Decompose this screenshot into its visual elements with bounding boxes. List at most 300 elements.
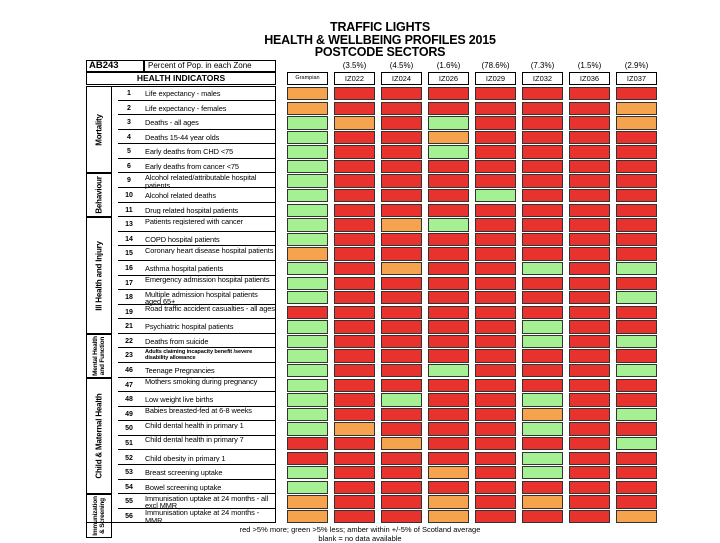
indicator-label: Alcohol related deaths: [145, 192, 275, 200]
traffic-cell: [569, 306, 610, 319]
indicators-header-box: [86, 72, 276, 85]
traffic-cell: [522, 481, 563, 494]
row-number: 16: [118, 265, 140, 272]
traffic-cell: [475, 204, 516, 217]
traffic-cell: [522, 145, 563, 158]
traffic-cell: [381, 495, 422, 508]
traffic-cell: [381, 466, 422, 479]
traffic-cell: [287, 277, 328, 290]
traffic-cell: [334, 422, 375, 435]
traffic-cell: [569, 481, 610, 494]
traffic-cell: [522, 495, 563, 508]
indicator-label: Alcohol related/attributable hospital patients: [145, 174, 275, 189]
traffic-cell: [522, 393, 563, 406]
traffic-cell: [287, 102, 328, 115]
traffic-cell: [569, 277, 610, 290]
indicator-label: Bowel screening uptake: [145, 484, 275, 492]
traffic-cell: [475, 466, 516, 479]
traffic-cell: [428, 262, 469, 275]
traffic-cell: [475, 495, 516, 508]
traffic-cell: [381, 262, 422, 275]
traffic-cell: [428, 349, 469, 362]
traffic-cell: [381, 102, 422, 115]
row-number: 22: [118, 338, 140, 345]
traffic-cell: [522, 189, 563, 202]
traffic-cell: [475, 233, 516, 246]
traffic-cell: [522, 408, 563, 421]
traffic-cell: [428, 218, 469, 231]
traffic-cell: [475, 262, 516, 275]
traffic-cell: [334, 189, 375, 202]
traffic-cell: [475, 277, 516, 290]
traffic-cell: [569, 145, 610, 158]
traffic-cell: [522, 131, 563, 144]
traffic-cell: [287, 452, 328, 465]
indicator-label: Immunisation uptake at 24 months - MMR: [145, 509, 275, 524]
indicator-label: Life expectancy - females: [145, 105, 275, 113]
traffic-cell: [522, 204, 563, 217]
group-label: Mortality: [95, 114, 104, 146]
traffic-cell: [522, 349, 563, 362]
traffic-cell: [287, 247, 328, 260]
traffic-cell: [334, 452, 375, 465]
traffic-cell: [334, 510, 375, 523]
column-percent: (2.9%): [616, 61, 657, 70]
traffic-cell: [475, 116, 516, 129]
traffic-cell: [428, 204, 469, 217]
traffic-cell: [428, 452, 469, 465]
traffic-cell: [475, 349, 516, 362]
traffic-cell: [569, 131, 610, 144]
traffic-cell: [334, 320, 375, 333]
row-number: 5: [118, 148, 140, 155]
traffic-cell: [616, 393, 657, 406]
traffic-cell: [616, 262, 657, 275]
row-number: 3: [118, 119, 140, 126]
column-name: IZ032: [522, 72, 563, 85]
indicator-label: COPD hospital patients: [145, 236, 275, 244]
group-label: Immunization & Screening: [92, 496, 106, 536]
traffic-cell: [569, 364, 610, 377]
traffic-cell: [381, 379, 422, 392]
traffic-cell: [381, 349, 422, 362]
traffic-cell: [381, 218, 422, 231]
row-number: 15: [118, 250, 140, 257]
traffic-cell: [381, 306, 422, 319]
traffic-cell: [475, 160, 516, 173]
traffic-cell: [616, 218, 657, 231]
traffic-cell: [522, 116, 563, 129]
traffic-cell: [334, 379, 375, 392]
traffic-cell: [616, 87, 657, 100]
traffic-cell: [616, 349, 657, 362]
traffic-cell: [428, 408, 469, 421]
traffic-cell: [334, 364, 375, 377]
row-number: 56: [118, 513, 140, 520]
traffic-cell: [428, 174, 469, 187]
traffic-cell: [334, 335, 375, 348]
traffic-cell: [522, 160, 563, 173]
traffic-cell: [522, 320, 563, 333]
traffic-cell: [475, 393, 516, 406]
code-label: AB243: [89, 60, 119, 71]
traffic-cell: [569, 189, 610, 202]
traffic-cell: [616, 116, 657, 129]
traffic-cell: [522, 277, 563, 290]
traffic-cell: [616, 233, 657, 246]
traffic-cell: [475, 189, 516, 202]
row-number: 23: [118, 352, 140, 359]
indicator-label: Deaths from suicide: [145, 338, 275, 346]
traffic-cell: [475, 306, 516, 319]
traffic-cell: [334, 393, 375, 406]
column-percent: (1.6%): [428, 61, 469, 70]
traffic-cell: [569, 247, 610, 260]
traffic-cell: [569, 116, 610, 129]
indicator-label: Emergency admission hospital patients: [145, 276, 275, 284]
traffic-cell: [616, 306, 657, 319]
traffic-cell: [522, 437, 563, 450]
traffic-cell: [522, 335, 563, 348]
traffic-cell: [381, 364, 422, 377]
traffic-cell: [569, 204, 610, 217]
traffic-cell: [428, 145, 469, 158]
row-number: 17: [118, 280, 140, 287]
traffic-cell: [569, 466, 610, 479]
traffic-cell: [475, 408, 516, 421]
indicator-label: Multiple admission hospital patients aged 65+: [145, 291, 275, 306]
row-number: 19: [118, 309, 140, 316]
traffic-cell: [428, 422, 469, 435]
indicator-label: Breast screening uptake: [145, 469, 275, 477]
traffic-cell: [381, 408, 422, 421]
traffic-cell: [569, 218, 610, 231]
traffic-cell: [381, 393, 422, 406]
row-number: 2: [118, 105, 140, 112]
traffic-cell: [428, 87, 469, 100]
indicator-label: Adults claiming incapacity benefit /severe disability allowance: [145, 349, 275, 362]
row-number: 14: [118, 236, 140, 243]
traffic-cell: [569, 320, 610, 333]
traffic-cell: [475, 320, 516, 333]
traffic-cell: [428, 306, 469, 319]
row-number: 47: [118, 382, 140, 389]
traffic-cell: [334, 466, 375, 479]
row-number: 50: [118, 425, 140, 432]
traffic-cell: [569, 335, 610, 348]
traffic-cell: [569, 349, 610, 362]
percent-label-box: [144, 60, 276, 72]
traffic-cell: [334, 160, 375, 173]
traffic-cell: [287, 145, 328, 158]
traffic-cell: [475, 87, 516, 100]
traffic-cell: [569, 408, 610, 421]
traffic-cell: [522, 233, 563, 246]
traffic-cell: [287, 233, 328, 246]
traffic-cell: [569, 102, 610, 115]
traffic-cell: [381, 452, 422, 465]
traffic-cell: [428, 189, 469, 202]
traffic-cell: [616, 466, 657, 479]
traffic-cell: [616, 102, 657, 115]
traffic-cell: [334, 131, 375, 144]
traffic-cell: [428, 437, 469, 450]
row-number: 21: [118, 323, 140, 330]
row-number: 10: [118, 192, 140, 199]
column-percent: (78.6%): [475, 61, 516, 70]
traffic-cell: [381, 277, 422, 290]
column-percent: (7.3%): [522, 61, 563, 70]
traffic-cell: [334, 145, 375, 158]
traffic-cell: [616, 204, 657, 217]
column-percent: (4.5%): [381, 61, 422, 70]
traffic-cell: [428, 160, 469, 173]
traffic-cell: [287, 364, 328, 377]
traffic-cell: [334, 116, 375, 129]
traffic-cell: [428, 247, 469, 260]
column-name: IZ029: [475, 72, 516, 85]
traffic-cell: [381, 131, 422, 144]
indicator-label: Early deaths from cancer <75: [145, 163, 275, 171]
traffic-cell: [381, 204, 422, 217]
traffic-cell: [287, 437, 328, 450]
traffic-cell: [616, 437, 657, 450]
traffic-cell: [287, 116, 328, 129]
traffic-cell: [428, 495, 469, 508]
traffic-cell: [287, 204, 328, 217]
traffic-cell: [287, 495, 328, 508]
traffic-cell: [428, 102, 469, 115]
traffic-cell: [287, 510, 328, 523]
traffic-cell: [569, 174, 610, 187]
traffic-cell: [381, 320, 422, 333]
traffic-cell: [522, 364, 563, 377]
traffic-cell: [569, 393, 610, 406]
row-number: 6: [118, 163, 140, 170]
row-number: 1: [118, 90, 140, 97]
traffic-cell: [475, 422, 516, 435]
column-name: Grampian: [287, 72, 328, 85]
traffic-cell: [522, 87, 563, 100]
legend-line-2: blank = no data available: [0, 535, 720, 543]
traffic-cell: [287, 262, 328, 275]
column-percent: (1.5%): [569, 61, 610, 70]
traffic-cell: [616, 335, 657, 348]
traffic-cell: [428, 291, 469, 304]
traffic-cell: [616, 247, 657, 260]
traffic-cell: [287, 393, 328, 406]
traffic-cell: [522, 262, 563, 275]
column-name: IZ037: [616, 72, 657, 85]
traffic-cell: [287, 408, 328, 421]
traffic-cell: [616, 291, 657, 304]
traffic-cell: [428, 393, 469, 406]
traffic-cell: [616, 320, 657, 333]
indicator-label: Early deaths from CHD <75: [145, 148, 275, 156]
traffic-cell: [381, 116, 422, 129]
traffic-cell: [428, 466, 469, 479]
traffic-cell: [287, 481, 328, 494]
traffic-cell: [569, 160, 610, 173]
traffic-cell: [334, 218, 375, 231]
group-label: Mental Health and Function: [92, 336, 106, 376]
row-number: 46: [118, 367, 140, 374]
traffic-cell: [334, 408, 375, 421]
traffic-cell: [287, 174, 328, 187]
traffic-cell: [569, 233, 610, 246]
traffic-cell: [616, 495, 657, 508]
traffic-cell: [428, 233, 469, 246]
traffic-cell: [475, 145, 516, 158]
indicator-label: Asthma hospital patients: [145, 265, 275, 273]
group-label: Child & Maternal Health: [95, 393, 104, 478]
traffic-cell: [287, 306, 328, 319]
traffic-cell: [334, 102, 375, 115]
traffic-cell: [287, 218, 328, 231]
traffic-cell: [381, 422, 422, 435]
traffic-cell: [522, 306, 563, 319]
traffic-cell: [334, 174, 375, 187]
traffic-cell: [334, 349, 375, 362]
traffic-cell: [522, 247, 563, 260]
traffic-cell: [334, 87, 375, 100]
row-number: 54: [118, 484, 140, 491]
traffic-cell: [428, 131, 469, 144]
indicator-label: Immunisation uptake at 24 months - all excl MMR: [145, 495, 275, 510]
traffic-cell: [381, 189, 422, 202]
traffic-cell: [287, 320, 328, 333]
traffic-cell: [569, 452, 610, 465]
column-name: IZ026: [428, 72, 469, 85]
traffic-cell: [616, 510, 657, 523]
row-number: 4: [118, 134, 140, 141]
traffic-cell: [616, 145, 657, 158]
traffic-cell: [522, 174, 563, 187]
code-box: [86, 60, 144, 72]
traffic-cell: [428, 364, 469, 377]
group-label: Behaviour: [95, 177, 104, 214]
column-name: IZ036: [569, 72, 610, 85]
traffic-cell: [287, 160, 328, 173]
traffic-cell: [569, 291, 610, 304]
percent-label: Percent of Pop. in each Zone: [148, 61, 252, 70]
row-number: 52: [118, 455, 140, 462]
legend-line-1: red >5% more; green >5% less; amber within +/-5% of Scotland average: [0, 526, 720, 535]
traffic-cell: [475, 335, 516, 348]
column-percent: (3.5%): [334, 61, 375, 70]
traffic-cell: [334, 262, 375, 275]
traffic-cell: [616, 379, 657, 392]
title-line-3: POSTCODE SECTORS: [180, 46, 580, 59]
indicator-label: Patients registered with cancer: [145, 218, 275, 226]
traffic-cell: [475, 218, 516, 231]
indicator-label: Child obesity in primary 1: [145, 455, 275, 463]
traffic-cell: [475, 481, 516, 494]
traffic-cell: [334, 247, 375, 260]
row-number: 55: [118, 498, 140, 505]
title-line-2: HEALTH & WELLBEING PROFILES 2015: [180, 34, 580, 47]
traffic-cell: [616, 131, 657, 144]
traffic-cell: [616, 452, 657, 465]
row-number: 13: [118, 221, 140, 228]
traffic-cell: [381, 87, 422, 100]
traffic-cell: [428, 335, 469, 348]
traffic-cell: [475, 131, 516, 144]
traffic-cell: [616, 277, 657, 290]
traffic-cell: [381, 160, 422, 173]
indicator-label: Low weight live births: [145, 396, 275, 404]
traffic-cell: [381, 233, 422, 246]
traffic-cell: [381, 291, 422, 304]
traffic-cell: [287, 335, 328, 348]
traffic-cell: [616, 189, 657, 202]
indicator-label: Drug related hospital patients: [145, 207, 275, 215]
traffic-cell: [475, 364, 516, 377]
column-name: IZ022: [334, 72, 375, 85]
traffic-cell: [522, 422, 563, 435]
traffic-cell: [569, 379, 610, 392]
row-number: 51: [118, 440, 140, 447]
traffic-cell: [287, 87, 328, 100]
traffic-cell: [381, 481, 422, 494]
traffic-cell: [334, 437, 375, 450]
indicator-label: Psychiatric hospital patients: [145, 323, 275, 331]
traffic-cell: [287, 189, 328, 202]
traffic-cell: [428, 379, 469, 392]
traffic-cell: [334, 277, 375, 290]
traffic-cell: [569, 262, 610, 275]
row-number: 18: [118, 294, 140, 301]
traffic-cell: [381, 247, 422, 260]
row-number: 49: [118, 411, 140, 418]
traffic-cell: [428, 320, 469, 333]
traffic-cell: [522, 102, 563, 115]
traffic-cell: [522, 452, 563, 465]
traffic-cell: [616, 160, 657, 173]
traffic-cell: [522, 379, 563, 392]
traffic-cell: [428, 481, 469, 494]
column-name: IZ024: [381, 72, 422, 85]
traffic-cell: [287, 466, 328, 479]
traffic-cell: [475, 291, 516, 304]
traffic-cell: [381, 335, 422, 348]
traffic-cell: [334, 233, 375, 246]
title-line-1: TRAFFIC LIGHTS: [180, 21, 580, 34]
traffic-cell: [522, 218, 563, 231]
legend: [0, 526, 720, 543]
chart-title: [180, 21, 580, 59]
traffic-cell: [475, 379, 516, 392]
indicator-label: Child dental health in primary 7: [145, 436, 275, 444]
traffic-cell: [569, 422, 610, 435]
indicator-label: Life expectancy - males: [145, 90, 275, 98]
traffic-cell: [522, 466, 563, 479]
traffic-cell: [569, 437, 610, 450]
traffic-cell: [616, 422, 657, 435]
traffic-cell: [475, 247, 516, 260]
traffic-cell: [334, 481, 375, 494]
indicator-label: Babies breasted-fed at 6-8 weeks: [145, 407, 275, 415]
indicators-header: HEALTH INDICATORS: [137, 73, 225, 83]
traffic-cell: [616, 174, 657, 187]
traffic-cell: [428, 277, 469, 290]
traffic-cell: [522, 510, 563, 523]
traffic-cell: [287, 131, 328, 144]
traffic-cell: [475, 174, 516, 187]
row-number: 11: [118, 207, 140, 214]
traffic-cell: [381, 145, 422, 158]
traffic-cell: [616, 364, 657, 377]
